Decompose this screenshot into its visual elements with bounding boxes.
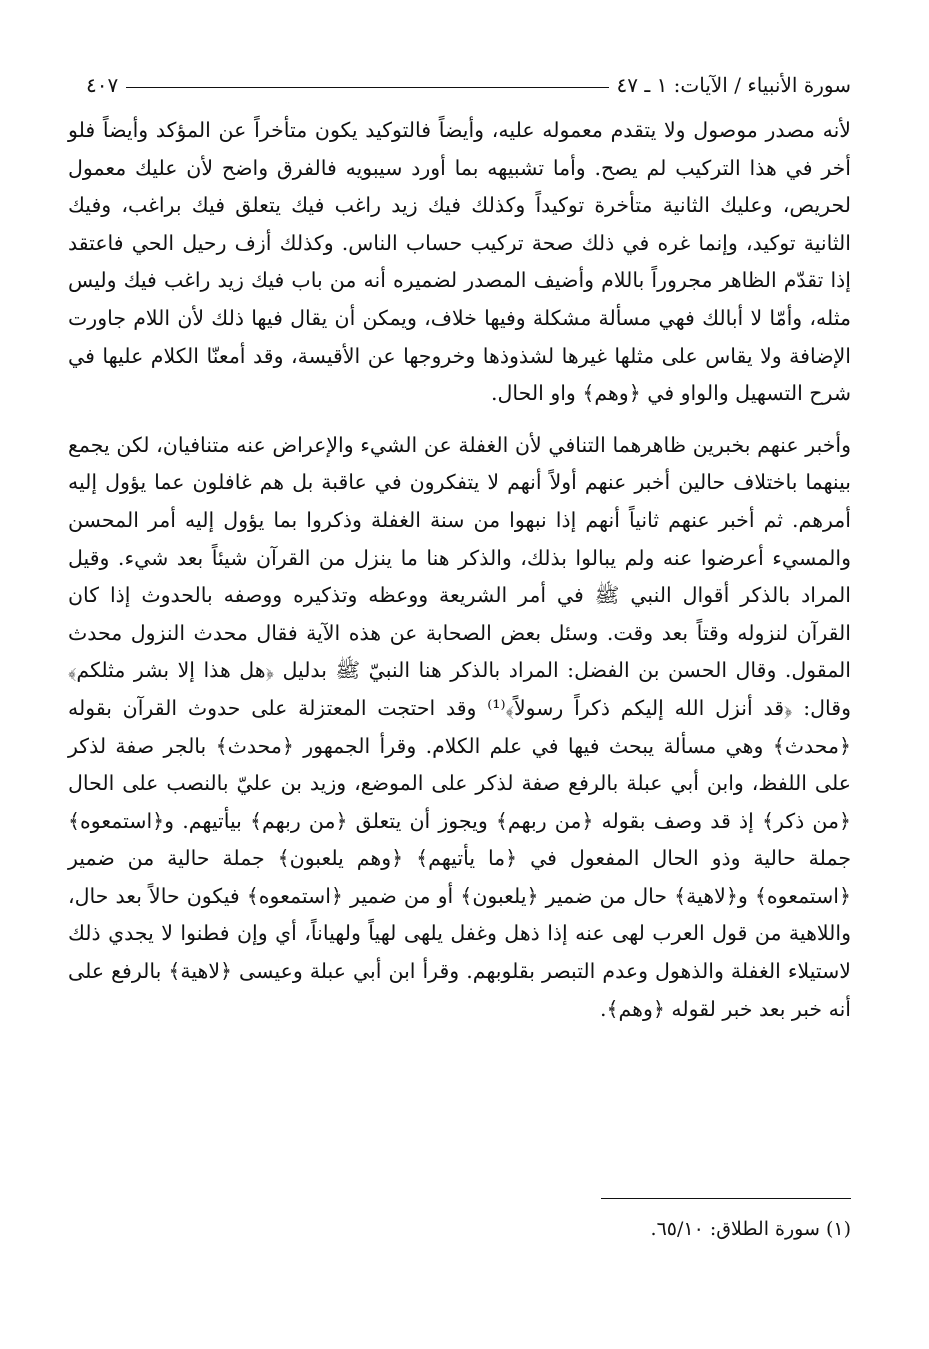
footnote-rule [601,1198,851,1199]
body-text [68,112,851,1028]
running-title: سورة الأنبياء / الآيات: ١ ـ ٤٧ [616,73,851,97]
header-rule [126,87,608,88]
footnote: (١) سورة الطلاق: ٦٥/١٠. [650,1218,851,1240]
running-header [86,70,851,100]
paragraph: لأنه مصدر موصول ولا يتقدم معموله عليه، وأيضاً فالتوكيد يكون متأخراً عن المؤكد وأيضاً فلو أخر في هذا التركيب لم يصح. وأما تشبيهه بما أورد سيبويه فالفرق واضح لأن عليك معمول لحريص، وعليك الثانية متأخرة توكيداً وكذلك فيك زيد راغب فيك يتعلق فيك براغب، وفيك الثانية توكيد، وإنما غره في ذلك صحة تركيب حساب الناس. وكذلك أزف رحيل الحي فاعتقد إذا تقدّم الظاهر مجروراً باللام وأضيف المصدر لضميره أنه من باب فيك زيد راغب فيك وليس مثله، وأمّا لا أبالك فهي مسألة مشكلة وفيها خلاف، ويمكن أن يقال فيها ذلك لأن اللام جاورت الإضافة ولا يقاس على مثلها غيرها لشذوذها وخروجها عن الأقيسة، وقد أمعنّا الكلام عليها في شرح التسهيل والواو في ﴿وهم﴾ واو الحال. [68,118,851,406]
paragraph: وأخبر عنهم بخبرين ظاهرهما التنافي لأن الغفلة عن الشيء والإعراض عنه متنافيان، لكن يجمع بينهما باختلاف حالين أخبر عنهم أولاً أنهم لا يتفكرون في عاقبة بل هم غافلون عما يؤول إليه أمرهم. ثم أخبر عنهم ثانياً أنهم إذا نبهوا من سنة الغفلة وذكروا بما يؤول إليه أمر المحسن والمسيء أعرضوا عنه ولم يبالوا بذلك، والذكر هنا ما ينزل من القرآن شيئاً بعد شيء. وقيل المراد بالذكر أقوال النبي ﷺ في أمر الشريعة ووعظه وتذكيره ووصفه بالحدوث إذا كان القرآن لنزوله وقتاً بعد وقت. وسئل بعض الصحابة عن هذه الآية فقال محدث النزول محدث المقول. وقال الحسن بن الفضل: المراد بالذكر هنا النبيّ ﷺ بدليل ﴿هل هذا إلا بشر مثلكم﴾ وقال: ﴿قد أنزل الله إليكم ذكراً رسولاً﴾⁽¹⁾ وقد احتجت المعتزلة على حدوث القرآن بقوله ﴿محدث﴾ وهي مسألة يبحث فيها في علم الكلام. وقرأ الجمهور ﴿محدث﴾ بالجر صفة لذكر على اللفظ، وابن أبي عبلة بالرفع صفة لذكر على الموضع، وزيد بن عليّ بالنصب على الحال ﴿من ذكر﴾ إذ قد وصف بقوله ﴿من ربهم﴾ ويجوز أن يتعلق ﴿من ربهم﴾ بيأتيهم. و﴿استمعوه﴾ جملة حالية وذو الحال المفعول في ﴿ما يأتيهم﴾ ﴿وهم يلعبون﴾ جملة حالية من ضمير ﴿استمعوه﴾ و﴿لاهية﴾ حال من ضمير ﴿يلعبون﴾ أو من ضمير ﴿استمعوه﴾ فيكون حالاً بعد حال، واللاهية من قول العرب لهى عنه إذا ذهل وغفل يلهى لهياً ولهياناً، أي وإن فطنوا لا يجدي ذلك لاستيلاء الغفلة والذهول وعدم التبصر بقلوبهم. وقرأ ابن أبي عبلة وعيسى ﴿لاهية﴾ بالرفع على أنه خبر بعد خبر لقوله ﴿وهم﴾. [68,432,851,1021]
page-number: ٤٠٧ [86,73,119,97]
